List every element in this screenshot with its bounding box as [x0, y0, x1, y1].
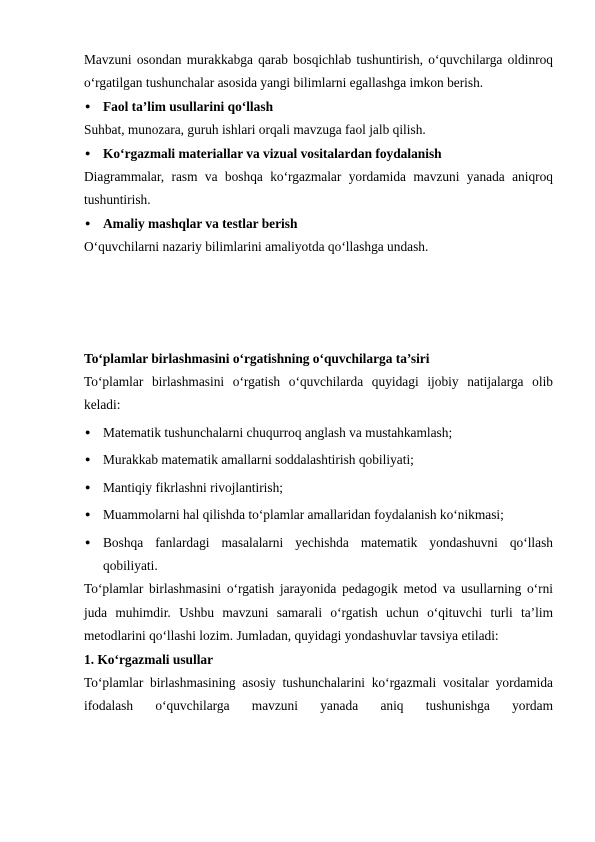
- result-text: Muammolarni hal qilishda to‘plamlar amallaridan foydalanish ko‘nikmasi;: [103, 507, 504, 523]
- bullet-icon: ●: [85, 426, 91, 437]
- section-title: To‘plamlar birlashmasini o‘rgatishning o‘quvchilarga ta’siri: [84, 350, 430, 366]
- closing-paragraph: To‘plamlar birlashmasini o‘rgatish jarayonida pedagogik metod va usullarning o‘rni juda muhimdir. Ushbu mavzuni samarali o‘rgatish uchun o‘qituvchi turli ta’lim metodlarini qo‘llashi lozim. Jumladan, quyidagi yondashuvlar tavsiya etiladi:: [84, 581, 553, 644]
- bullet-icon: ●: [85, 481, 91, 492]
- intro-paragraph: Mavzuni osondan murakkabga qarab bosqichlab tushuntirish, o‘quvchilarga oldinroq o‘rgatilgan tushunchalar asosida yangi bilimlarni egallashga imkon berish.: [84, 52, 553, 91]
- method-item-practice: [84, 212, 553, 235]
- result-item: [84, 476, 553, 499]
- result-item: [84, 421, 553, 444]
- result-text: Matematik tushunchalarni chuqurroq anglash va mustahkamlash;: [103, 424, 453, 440]
- method-heading: Amaliy mashqlar va testlar berish: [103, 215, 298, 231]
- result-item: [84, 503, 553, 526]
- bullet-icon: ●: [85, 454, 91, 465]
- section-intro: To‘plamlar birlashmasini o‘rgatish o‘quvchilarda quyidagi ijobiy natijalarga olib keladi:: [84, 374, 553, 413]
- method-item-visual-materials: [84, 142, 553, 165]
- result-item: [84, 448, 553, 471]
- bullet-icon: ●: [85, 509, 91, 520]
- blank-space: [84, 259, 553, 347]
- subsection-heading: 1. Ko‘rgazmali usullar: [84, 651, 214, 667]
- bullet-icon: ●: [85, 100, 91, 111]
- result-item: [84, 531, 553, 578]
- document-page: [84, 48, 553, 718]
- result-text: Mantiqiy fikrlashni rivojlantirish;: [103, 479, 284, 495]
- bullet-icon: ●: [85, 217, 91, 228]
- result-text: Boshqa fanlardagi masalalarni yechishda matematik yondashuvni qo‘llash qobiliyati.: [103, 534, 553, 573]
- result-text: Murakkab matematik amallarni soddalashtirish qobiliyati;: [103, 452, 414, 468]
- method-heading: Faol ta’lim usullarini qo‘llash: [103, 98, 274, 114]
- method-text: Diagrammalar, rasm va boshqa ko‘rgazmalar yordamida mavzuni yanada aniqroq tushuntirish.: [84, 169, 553, 208]
- method-text: O‘quvchilarni nazariy bilimlarini amaliyotda qo‘llashga undash.: [84, 239, 429, 255]
- subsection-paragraph: To‘plamlar birlashmasining asosiy tushunchalarini ko‘rgazmali vositalar yordamida ifodalash o‘quvchilarga mavzuni yanada aniq tushunishga yordam: [84, 674, 553, 714]
- method-heading: Ko‘rgazmali materiallar va vizual vositalardan foydalanish: [103, 145, 442, 161]
- bullet-icon: ●: [85, 536, 91, 547]
- bullet-icon: ●: [85, 147, 91, 158]
- method-item-active-learning: [84, 95, 553, 118]
- method-text: Suhbat, munozara, guruh ishlari orqali mavzuga faol jalb qilish.: [84, 122, 426, 138]
